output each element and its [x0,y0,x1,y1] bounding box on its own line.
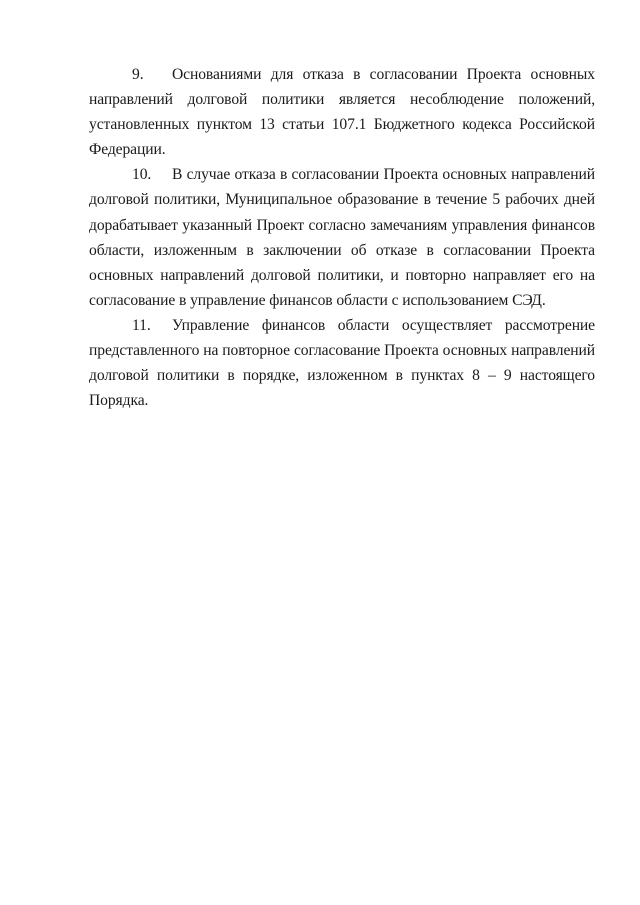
paragraph-text: Управление финансов области осуществляет рассмотрение представленного на повторное согласование Проекта основных направлений долговой политики в порядке, изложенном в пунктах 8 – 9 настоящего Порядка. [89,316,595,410]
paragraph-number: 10. [132,166,152,184]
paragraph-11 [89,313,595,413]
paragraph-text: Основаниями для отказа в согласовании Проекта основных направлений долговой политики является несоблюдение положений, установленных пунктом 13 статьи 107.1 Бюджетного кодекса Российской Федерации. [89,66,595,159]
paragraph-text: В случае отказа в согласовании Проекта основных направлений долговой политики, Муниципальное образование в течение 5 рабочих дней дорабатывает указанный Проект согласно замечаниям управления финансов области, изложенным в заключении об отказе в согласовании Проекта основных направлений долговой политики, и повторно направляет его на согласование в управление финансов области с использованием СЭД. [89,166,595,309]
paragraph-number: 9. [132,66,144,83]
paragraph-9 [89,62,595,162]
paragraph-10 [89,162,595,313]
document-body [89,62,595,413]
paragraph-number: 11. [132,316,151,334]
